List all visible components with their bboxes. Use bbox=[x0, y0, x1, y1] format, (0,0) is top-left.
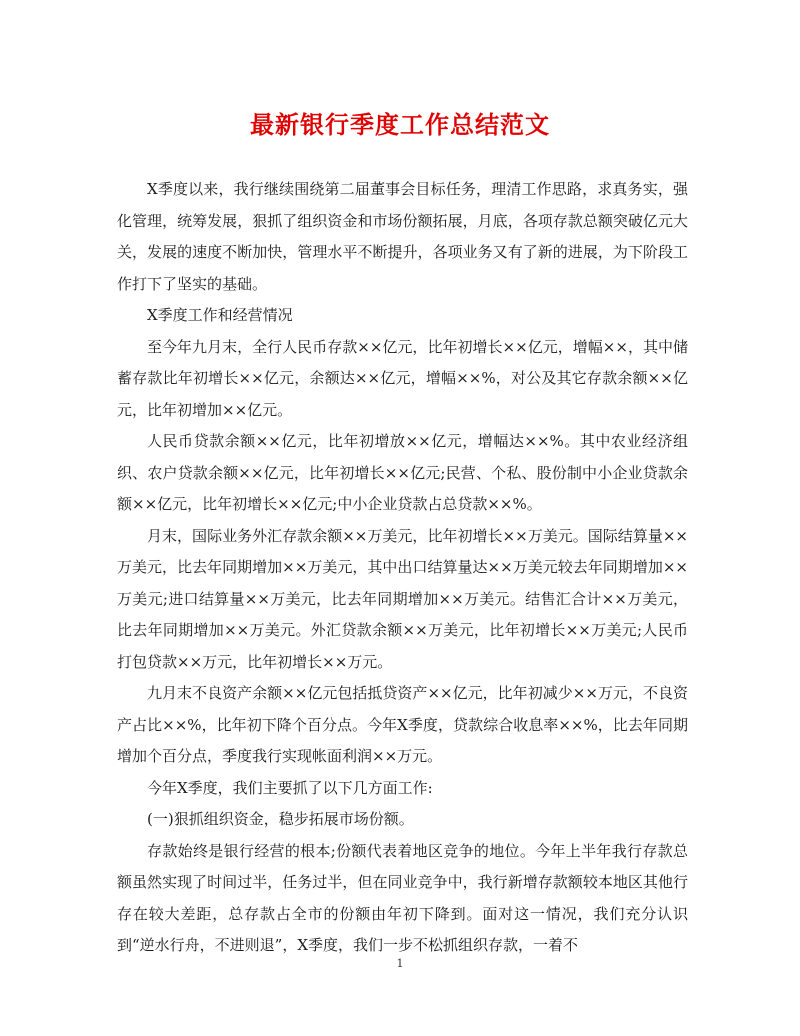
document-title: 最新银行季度工作总结范文 bbox=[250, 110, 550, 139]
paragraph-loans: 人民币贷款余额××亿元，比年初增放××亿元，增幅达××%。其中农业经济组织、农户贷款余额××亿元，比年初增长××亿元;民营、个私、股份制中小企业贷款余额××亿元，比年初增长××亿元;中小企业贷款占总贷款××%。 bbox=[117, 432, 688, 513]
paragraph-deposits: 至今年九月末，全行人民币存款××亿元，比年初增长××亿元，增幅××，其中储蓄存款比年初增长××亿元，余额达××亿元，增幅××%，对公及其它存款余额××亿元，比年初增加××亿元。 bbox=[117, 337, 688, 419]
paragraph-intro: X季度以来，我行继续围绕第二届董事会目标任务，理清工作思路，求真务实，强化管理，统筹发展，狠抓了组织资金和市场份额拓展，月底，各项存款总额突破亿元大关，发展的速度不断加快，管理水平不断提升，各项业务又有了新的进展，为下阶段工作打下了坚实的基础。 bbox=[117, 180, 688, 293]
paragraph-work-summary: 今年X季度，我们主要抓了以下几方面工作: bbox=[147, 778, 433, 797]
paragraph-nonperforming-assets: 九月末不良资产余额××亿元包括抵贷资产××亿元，比年初减少××万元，不良资产占比××%，比年初下降个百分点。今年X季度，贷款综合收息率××%，比去年同期增加个百分点，季度我行实现帐面利润××万元。 bbox=[117, 684, 688, 765]
paragraph-international: 月末，国际业务外汇存款余额××万美元，比年初增长××万美元。国际结算量××万美元，比去年同期增加××万美元，其中出口结算量达××万美元较去年同期增加××万美元;进口结算量××万美元，比去年同期增加××万美元。结售汇合计××万美元，比去年同期增加××万美元。外汇贷款余额××万美元，比年初增长××万美元;人民币打包贷款××万元，比年初增长××万元。 bbox=[117, 526, 688, 671]
document-body bbox=[117, 174, 688, 962]
paragraph-deposit-strategy: 存款始终是银行经营的根本;份额代表着地区竞争的地位。今年上半年我行存款总额虽然实现了时间过半，任务过半，但在同业竞争中，我行新增存款额较本地区其他行存在较大差距，总存款占全市的份额由年初下降到。面对这一情况，我们充分认识到“逆水行舟，不进则退”，X季度，我们一步不松抓组织存款，一着不 bbox=[117, 841, 688, 954]
paragraph-subheading-1: (一)狠抓组织资金，稳步拓展市场份额。 bbox=[147, 810, 414, 828]
paragraph-section-heading: X季度工作和经营情况 bbox=[147, 306, 293, 324]
page-number: 1 bbox=[396, 957, 404, 970]
